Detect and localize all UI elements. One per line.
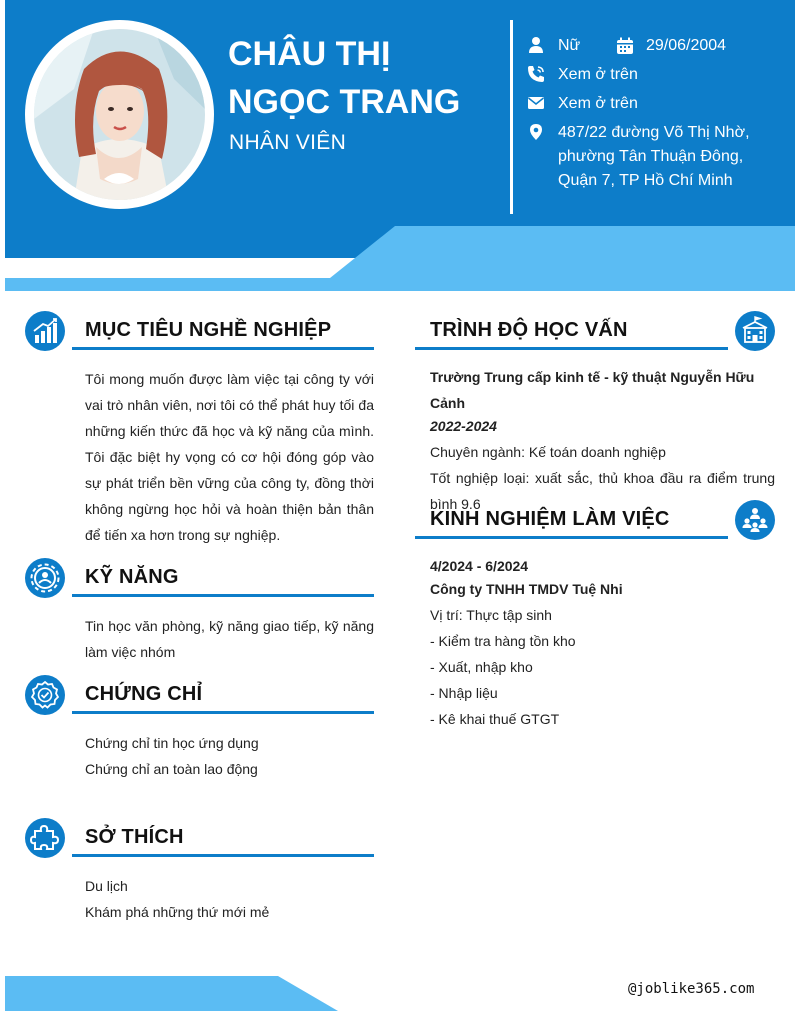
- skills-line: Tin học văn phòng, kỹ năng giao tiếp, kỹ năng: [85, 618, 374, 634]
- hobby-item: Du lịch: [85, 878, 128, 894]
- address-line: phường Tân Thuận Đông,: [558, 148, 744, 165]
- email-icon: [527, 94, 545, 112]
- objective-line: vai trò nhân viên, nơi tôi có thể phát huy tối đa: [85, 397, 374, 413]
- objective-line: những kiến thức đã học và kỹ năng của mình.: [85, 423, 374, 439]
- puzzle-icon: [25, 818, 65, 858]
- skills-title: KỸ NĂNG: [85, 566, 179, 588]
- avatar: [34, 29, 205, 200]
- school-name: Trường Trung cấp kinh tế - kỹ thuật Nguyễn Hữu Cảnh: [430, 369, 755, 411]
- objective-line: sự phát triển bền vững của công ty, đồng thời: [85, 475, 374, 491]
- calendar-icon: [616, 37, 634, 55]
- objective-line: Tôi mong muốn được làm việc tại công ty với: [85, 371, 374, 387]
- experience-task: - Xuất, nhập kho: [430, 659, 533, 675]
- experience-title: KINH NGHIỆM LÀM VIỆC: [430, 508, 670, 530]
- objective-text: [85, 366, 374, 548]
- skills-underline: [72, 594, 374, 597]
- candidate-name: [228, 30, 508, 126]
- experience-task: - Kê khai thuế GTGT: [430, 711, 560, 727]
- address: [558, 121, 750, 193]
- birthday-value: 29/06/2004: [646, 37, 727, 54]
- address-line: 487/22 đường Võ Thị Nhờ,: [558, 124, 750, 141]
- location-icon: [527, 123, 545, 141]
- skills-text: [85, 613, 374, 665]
- education-years: 2022-2024: [430, 418, 497, 434]
- career-growth-icon: [25, 311, 65, 351]
- watermark: @joblike365.com: [628, 981, 755, 997]
- experience-task: - Kiểm tra hàng tồn kho: [430, 633, 576, 649]
- education-grade-line: Tốt nghiệp loại: xuất sắc, thủ khoa đầu ra điểm trung: [430, 470, 775, 486]
- experience-company: Công ty TNHH TMDV Tuệ Nhi: [430, 581, 623, 597]
- objective-line: Tôi đặc biệt hy vọng có cơ hội đóng góp vào: [85, 449, 374, 465]
- address-line: Quận 7, TP Hồ Chí Minh: [558, 172, 733, 189]
- objective-line: để tiến xa hơn trong sự nghiệp.: [85, 527, 281, 543]
- person-icon: [527, 36, 545, 54]
- skills-line: làm việc nhóm: [85, 644, 176, 660]
- school-building-icon: [735, 311, 775, 351]
- team-icon: [735, 500, 775, 540]
- hobbies-list: [85, 873, 374, 925]
- education-underline: [415, 347, 728, 350]
- objective-title: MỤC TIÊU NGHỀ NGHIỆP: [85, 319, 332, 341]
- education-major: Chuyên ngành: Kế toán doanh nghiệp: [430, 444, 666, 460]
- certificate-badge-icon: [25, 675, 65, 715]
- certificates-list: [85, 730, 374, 782]
- phone-icon: [527, 65, 545, 83]
- name-line-2: NGỌC TRANG: [228, 83, 461, 121]
- certificates-title: CHỨNG CHỈ: [85, 683, 203, 705]
- certificates-underline: [72, 711, 374, 714]
- experience-task: - Nhập liệu: [430, 685, 498, 701]
- experience-details: [430, 553, 775, 732]
- certificate-item: Chứng chỉ tin học ứng dụng: [85, 735, 259, 751]
- phone-value: Xem ở trên: [558, 66, 638, 83]
- job-title: NHÂN VIÊN: [229, 131, 347, 154]
- experience-position: Vị trí: Thực tập sinh: [430, 607, 552, 623]
- hobby-item: Khám phá những thứ mới mẻ: [85, 904, 270, 920]
- education-grade-line: bình 9.6: [430, 496, 481, 512]
- objective-underline: [72, 347, 374, 350]
- education-details: [430, 364, 775, 517]
- name-line-1: CHÂU THỊ: [228, 35, 391, 73]
- email-value: Xem ở trên: [558, 95, 638, 112]
- hobbies-underline: [72, 854, 374, 857]
- header-divider: [510, 20, 513, 214]
- experience-underline: [415, 536, 728, 539]
- gender-value: Nữ: [558, 37, 581, 54]
- experience-period: 4/2024 - 6/2024: [430, 558, 529, 574]
- education-title: TRÌNH ĐỘ HỌC VẤN: [430, 319, 628, 341]
- hobbies-title: SỞ THÍCH: [85, 826, 184, 848]
- objective-line: không ngừng học hỏi và hoàn thiện bản thân: [85, 501, 374, 517]
- certificate-item: Chứng chỉ an toàn lao động: [85, 761, 258, 777]
- skills-gear-icon: [25, 558, 65, 598]
